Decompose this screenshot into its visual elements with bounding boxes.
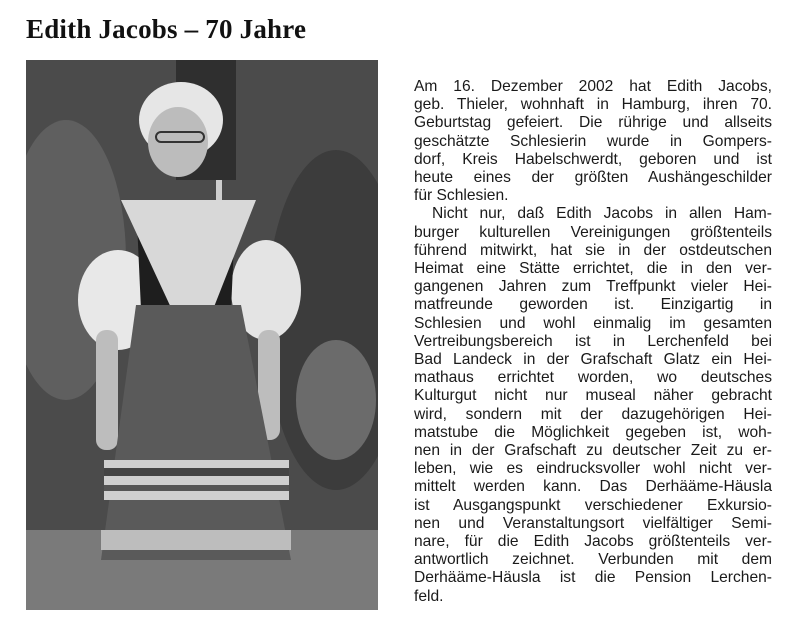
paragraph-1 <box>414 78 772 205</box>
text-line: nare, für die Edith Jacobs größtenteils ver- <box>414 533 772 551</box>
text-line: feld. <box>414 587 444 605</box>
text-line: führend mitwirkt, hat sie in der ostdeutschen <box>414 241 772 259</box>
text-line: für Schlesien. <box>414 187 509 205</box>
text-line: gangenen Jahren zum Treffpunkt vieler Hei- <box>414 278 772 296</box>
text-line: burger kulturellen Vereinigungen größtenteils <box>414 223 772 241</box>
text-line: Kulturgut nicht nur museal näher gebracht <box>414 387 772 405</box>
text-line: leben, wie es eindrucksvoller wohl nicht ver- <box>414 460 772 478</box>
portrait-photo <box>26 60 378 610</box>
text-line: Heimat eine Stätte errichtet, die in den ver- <box>414 260 772 278</box>
text-line: Nicht nur, daß Edith Jacobs in allen Ham- <box>432 205 772 223</box>
text-line: ist Ausgangspunkt verschiedener Exkursio- <box>414 496 772 514</box>
text-line: Schlesien und wohl einmalig im gesamten <box>414 314 772 332</box>
article-body <box>414 78 772 606</box>
portrait-illustration <box>26 60 378 610</box>
text-line: mittelt werden kann. Das Derhääme-Häusla <box>414 478 772 496</box>
text-line: geschätzte Schlesierin wurde in Gompers- <box>414 132 772 150</box>
text-line: mathaus errichtet worden, wo deutsches <box>414 369 772 387</box>
text-line: dorf, Kreis Habelschwerdt, geboren und ist <box>414 150 772 168</box>
text-line: Vertreibungsbereich ist in Lerchenfeld bei <box>414 332 772 350</box>
text-line: geb. Thieler, wohnhaft in Hamburg, ihren 70. <box>414 96 772 114</box>
text-line: nen und Veranstaltungsort vielfältiger Semi- <box>414 514 772 532</box>
text-line: Am 16. Dezember 2002 hat Edith Jacobs, <box>414 78 772 95</box>
text-line: matstube die Möglichkeit gegeben ist, woh- <box>414 423 772 441</box>
text-line: wird, sondern mit der dazugehörigen Hei- <box>414 405 772 423</box>
article-headline: Edith Jacobs – 70 Jahre <box>26 14 307 44</box>
text-line: heute eines der größten Aushängeschilder <box>414 169 772 187</box>
paragraph-2 <box>414 205 772 605</box>
text-line: Bad Landeck in der Grafschaft Glatz ein Hei- <box>414 351 772 369</box>
text-line: matfreunde geworden ist. Einzigartig in <box>414 296 772 314</box>
text-line: nen in der Grafschaft zu deutscher Zeit zu er- <box>414 442 772 460</box>
text-line: Derhääme-Häusla ist die Pension Lerchen- <box>414 569 772 587</box>
text-line: Geburtstag gefeiert. Die rührige und allseits <box>414 114 772 132</box>
text-line: antwortlich zeichnet. Verbunden mit dem <box>414 551 772 569</box>
